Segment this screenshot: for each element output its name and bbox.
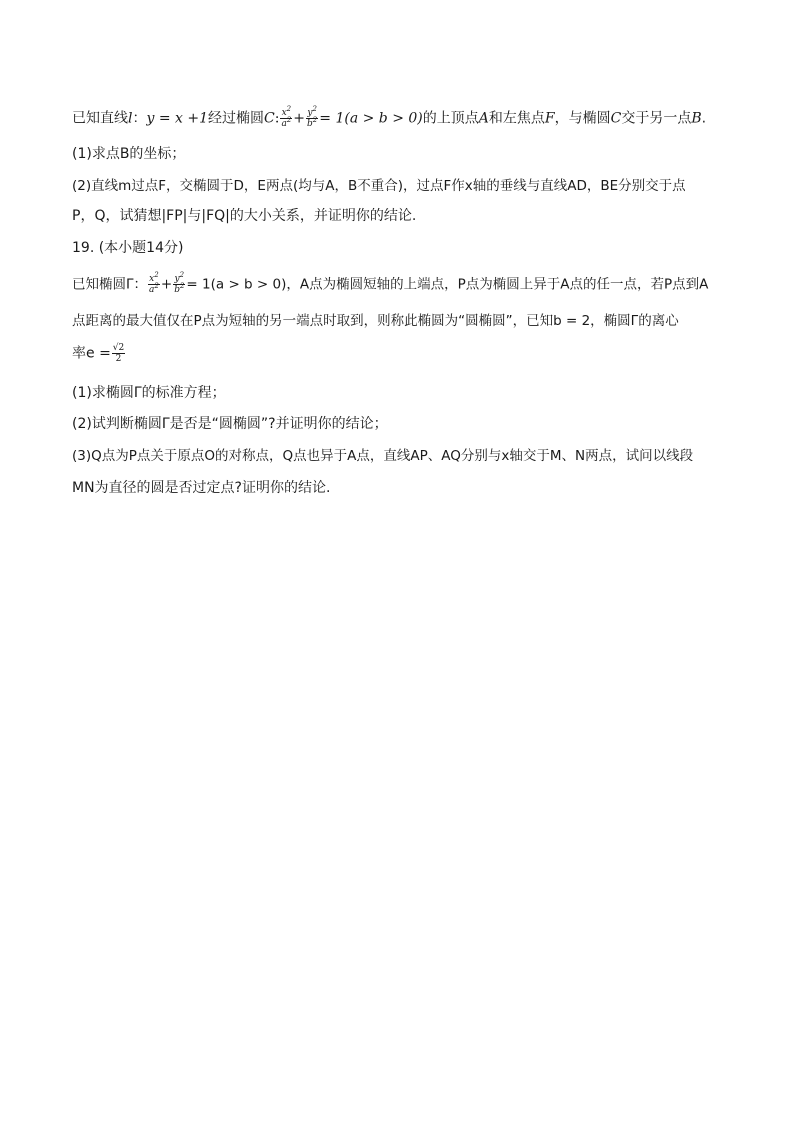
stem-text: = 1(a > b > 0)，A点为椭圆短轴的上端点，P点为椭圆上异于A点的任一点，若P点到A [186,276,709,293]
stem-text: 交于另一点 [621,110,692,127]
stem-text: : [274,110,280,127]
stem-text: 已知直线 [72,110,128,127]
math-plus: + [293,110,306,127]
stem-text: ： [132,110,147,127]
problem19-question3-line1: (3)Q点为P点关于原点O的对称点，Q点也异于A点，直线AP、AQ分别与x轴交于M、N两点，试问以线段 [72,448,694,464]
stem-text: . [701,110,707,127]
fraction-y2-b2: $\frac{y^2}{b^2}$ [307,105,318,129]
stem-text: 经过椭圆 [208,110,265,127]
problem19-header: 19. (本小题14分) [72,240,184,256]
math-B: B [691,110,702,127]
problem18-stem [72,105,732,129]
problem19-question1: (1)求椭圆Γ的标准方程； [72,385,226,401]
math-plus: + [160,276,173,293]
math-condition: = 1(a > b > 0) [319,110,423,127]
stem-text: 率e = [72,345,111,362]
problem18-question2-line1: (2)直线m过点F，交椭圆于D，E两点(均与A，B不重合)，过点F作x轴的垂线与直线AD，BE分别交于点 [72,178,686,194]
fraction-eccentricity: $\frac{√2}{2}$ [112,343,125,364]
problem18-question2-line2: P，Q，试猜想|FP|与|FQ|的大小关系，并证明你的结论. [72,208,417,224]
math-A: A [478,110,489,127]
problem19-stem-line2: 点距离的最大值仅在P点为短轴的另一端点时取到，则称此椭圆为“圆椭圆”，已知b = 2，椭圆Γ的离心 [72,313,679,329]
stem-text: 和左焦点 [488,110,545,127]
stem-text: 的上顶点 [422,110,479,127]
stem-text: 已知椭圆Γ： [72,276,148,293]
problem19-stem-line3 [72,343,732,364]
fraction-x2-a2: $\frac{x^2}{a^2}$ [281,105,292,129]
math-line-equation: y = x +1 [146,110,209,127]
problem18-question1: (1)求点B的坐标； [72,146,186,162]
problem19-question3-line2: MN为直径的圆是否过定点?证明你的结论. [72,480,331,496]
fraction-x2-a2: $\frac{x^2}{a^2}$ [149,271,159,295]
math-l: l [128,110,133,127]
fraction-y2-b2: $\frac{y^2}{b^2}$ [174,271,185,295]
problem19-question2: (2)试判断椭圆Γ是否是“圆椭圆”?并证明你的结论； [72,416,388,432]
math-C: C [264,110,275,127]
math-F: F [544,110,555,127]
problem19-stem-line1 [72,271,732,295]
stem-text: ，与椭圆 [554,110,611,127]
math-C: C [610,110,622,127]
